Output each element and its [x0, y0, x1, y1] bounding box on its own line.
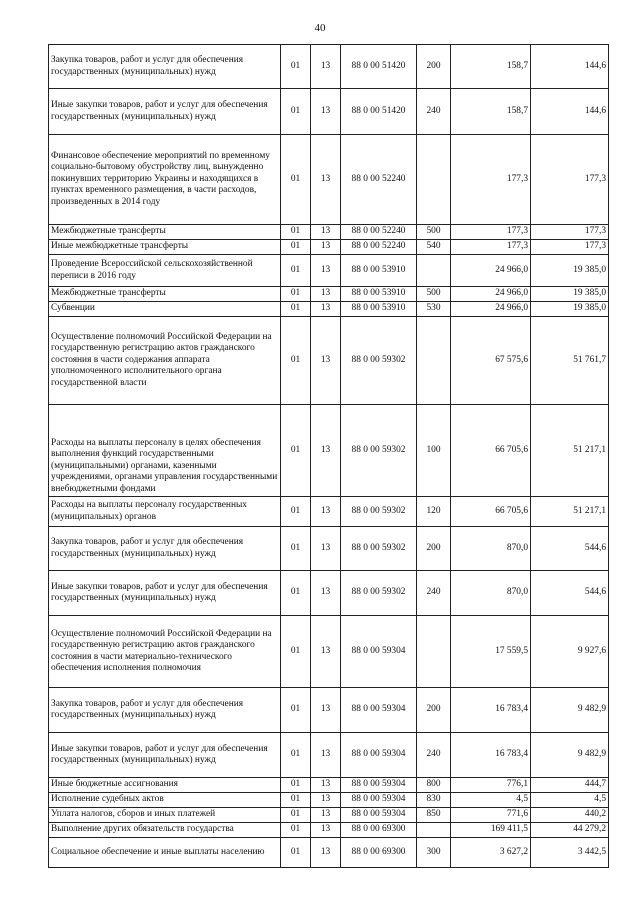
row-subsection: 13 — [311, 135, 341, 225]
row-expense-type — [417, 317, 451, 405]
row-name: Иные бюджетные ассигнования — [49, 778, 281, 793]
row-name: Исполнение судебных актов — [49, 793, 281, 808]
row-amount-1: 870,0 — [451, 527, 531, 571]
row-amount-2: 144,6 — [531, 89, 609, 135]
row-target-article: 88 0 00 59302 — [341, 571, 417, 616]
row-amount-1: 67 575,6 — [451, 317, 531, 405]
row-section: 01 — [281, 135, 311, 225]
budget-table — [48, 44, 609, 868]
row-section: 01 — [281, 808, 311, 823]
table-row — [49, 287, 609, 302]
table-row — [49, 302, 609, 317]
row-target-article: 88 0 00 59304 — [341, 778, 417, 793]
table-row — [49, 778, 609, 793]
row-subsection: 13 — [311, 571, 341, 616]
row-section: 01 — [281, 778, 311, 793]
row-subsection: 13 — [311, 240, 341, 255]
row-amount-2: 3 442,5 — [531, 838, 609, 868]
row-section: 01 — [281, 616, 311, 688]
row-expense-type: 830 — [417, 793, 451, 808]
row-expense-type: 500 — [417, 287, 451, 302]
row-section: 01 — [281, 225, 311, 240]
row-section: 01 — [281, 571, 311, 616]
table-row — [49, 255, 609, 287]
row-amount-2: 51 217,1 — [531, 497, 609, 527]
row-expense-type: 200 — [417, 688, 451, 733]
table-row — [49, 527, 609, 571]
row-target-article: 88 0 00 51420 — [341, 45, 417, 89]
row-section: 01 — [281, 527, 311, 571]
row-section: 01 — [281, 240, 311, 255]
row-amount-2: 177,3 — [531, 225, 609, 240]
row-subsection: 13 — [311, 808, 341, 823]
row-amount-2: 544,6 — [531, 571, 609, 616]
table-row — [49, 497, 609, 527]
row-expense-type: 120 — [417, 497, 451, 527]
row-amount-2: 444,7 — [531, 778, 609, 793]
row-target-article: 88 0 00 52240 — [341, 240, 417, 255]
row-section: 01 — [281, 302, 311, 317]
table-row — [49, 823, 609, 838]
row-amount-1: 771,6 — [451, 808, 531, 823]
row-expense-type: 850 — [417, 808, 451, 823]
row-name: Межбюджетные трансферты — [49, 287, 281, 302]
row-target-article: 88 0 00 59302 — [341, 527, 417, 571]
row-amount-1: 24 966,0 — [451, 302, 531, 317]
row-subsection: 13 — [311, 527, 341, 571]
table-row — [49, 616, 609, 688]
row-name: Выполнение других обязательств государства — [49, 823, 281, 838]
row-section: 01 — [281, 688, 311, 733]
row-amount-1: 169 411,5 — [451, 823, 531, 838]
row-subsection: 13 — [311, 317, 341, 405]
row-amount-2: 19 385,0 — [531, 255, 609, 287]
row-name: Расходы на выплаты персоналу в целях обеспечения выполнения функций государственными (муниципальными) органами, казенными учреждениями, органами управления государственными внебюджетными фондами — [49, 405, 281, 497]
row-subsection: 13 — [311, 823, 341, 838]
row-amount-2: 19 385,0 — [531, 302, 609, 317]
row-subsection: 13 — [311, 778, 341, 793]
row-amount-1: 16 783,4 — [451, 688, 531, 733]
table-row — [49, 793, 609, 808]
table-row — [49, 135, 609, 225]
row-expense-type: 240 — [417, 571, 451, 616]
row-name: Социальное обеспечение и иные выплаты населению — [49, 838, 281, 868]
row-subsection: 13 — [311, 733, 341, 778]
row-amount-2: 544,6 — [531, 527, 609, 571]
row-amount-1: 158,7 — [451, 45, 531, 89]
row-expense-type — [417, 823, 451, 838]
row-amount-1: 24 966,0 — [451, 287, 531, 302]
row-target-article: 88 0 00 51420 — [341, 89, 417, 135]
row-target-article: 88 0 00 53910 — [341, 287, 417, 302]
row-name: Проведение Всероссийской сельскохозяйственной переписи в 2016 году — [49, 255, 281, 287]
table-row — [49, 808, 609, 823]
table-row — [49, 317, 609, 405]
table-row — [49, 89, 609, 135]
row-target-article: 88 0 00 69300 — [341, 823, 417, 838]
row-amount-1: 177,3 — [451, 225, 531, 240]
row-name: Межбюджетные трансферты — [49, 225, 281, 240]
row-name: Иные закупки товаров, работ и услуг для обеспечения государственных (муниципальных) нужд — [49, 89, 281, 135]
row-target-article: 88 0 00 59304 — [341, 793, 417, 808]
row-amount-2: 9 482,9 — [531, 733, 609, 778]
table-row — [49, 838, 609, 868]
table-row — [49, 240, 609, 255]
row-amount-2: 4,5 — [531, 793, 609, 808]
row-target-article: 88 0 00 52240 — [341, 225, 417, 240]
row-amount-1: 17 559,5 — [451, 616, 531, 688]
row-name: Осуществление полномочий Российской Федерации на государственную регистрацию актов гражданского состояния в части материально-технического обеспечения исполнения полномочия — [49, 616, 281, 688]
row-name: Иные закупки товаров, работ и услуг для обеспечения государственных (муниципальных) нужд — [49, 571, 281, 616]
row-expense-type: 200 — [417, 45, 451, 89]
row-section: 01 — [281, 45, 311, 89]
row-amount-2: 177,3 — [531, 135, 609, 225]
row-name: Иные закупки товаров, работ и услуг для обеспечения государственных (муниципальных) нужд — [49, 733, 281, 778]
row-amount-1: 66 705,6 — [451, 497, 531, 527]
row-expense-type: 530 — [417, 302, 451, 317]
row-amount-2: 51 217,1 — [531, 405, 609, 497]
row-section: 01 — [281, 838, 311, 868]
row-target-article: 88 0 00 53910 — [341, 255, 417, 287]
row-expense-type: 100 — [417, 405, 451, 497]
row-amount-2: 51 761,7 — [531, 317, 609, 405]
row-expense-type: 240 — [417, 89, 451, 135]
row-section: 01 — [281, 405, 311, 497]
row-amount-2: 9 482,9 — [531, 688, 609, 733]
row-target-article: 88 0 00 59302 — [341, 317, 417, 405]
row-target-article: 88 0 00 52240 — [341, 135, 417, 225]
row-expense-type — [417, 255, 451, 287]
row-subsection: 13 — [311, 405, 341, 497]
row-name: Осуществление полномочий Российской Федерации на государственную регистрацию актов гражданского состояния в части содержания аппарата уполномоченного исполнительного органа государственной власти — [49, 317, 281, 405]
row-expense-type: 500 — [417, 225, 451, 240]
row-name: Расходы на выплаты персоналу государственных (муниципальных) органов — [49, 497, 281, 527]
row-name: Закупка товаров, работ и услуг для обеспечения государственных (муниципальных) нужд — [49, 688, 281, 733]
row-section: 01 — [281, 287, 311, 302]
row-name: Иные межбюджетные трансферты — [49, 240, 281, 255]
row-amount-1: 16 783,4 — [451, 733, 531, 778]
row-expense-type: 800 — [417, 778, 451, 793]
row-amount-1: 24 966,0 — [451, 255, 531, 287]
row-section: 01 — [281, 497, 311, 527]
row-amount-2: 9 927,6 — [531, 616, 609, 688]
table-row — [49, 45, 609, 89]
table-row — [49, 733, 609, 778]
row-subsection: 13 — [311, 89, 341, 135]
row-name: Закупка товаров, работ и услуг для обеспечения государственных (муниципальных) нужд — [49, 45, 281, 89]
row-target-article: 88 0 00 53910 — [341, 302, 417, 317]
row-amount-2: 177,3 — [531, 240, 609, 255]
row-expense-type — [417, 135, 451, 225]
row-expense-type: 240 — [417, 733, 451, 778]
row-amount-2: 19 385,0 — [531, 287, 609, 302]
row-target-article: 88 0 00 69300 — [341, 838, 417, 868]
row-subsection: 13 — [311, 302, 341, 317]
row-subsection: 13 — [311, 793, 341, 808]
row-expense-type: 300 — [417, 838, 451, 868]
row-name: Уплата налогов, сборов и иных платежей — [49, 808, 281, 823]
row-amount-1: 776,1 — [451, 778, 531, 793]
row-name: Субвенции — [49, 302, 281, 317]
row-subsection: 13 — [311, 497, 341, 527]
table-row — [49, 688, 609, 733]
row-target-article: 88 0 00 59304 — [341, 616, 417, 688]
row-section: 01 — [281, 89, 311, 135]
row-amount-1: 3 627,2 — [451, 838, 531, 868]
row-amount-1: 4,5 — [451, 793, 531, 808]
table-row — [49, 225, 609, 240]
row-subsection: 13 — [311, 255, 341, 287]
row-amount-1: 870,0 — [451, 571, 531, 616]
table-row — [49, 571, 609, 616]
row-target-article: 88 0 00 59304 — [341, 808, 417, 823]
row-target-article: 88 0 00 59304 — [341, 688, 417, 733]
row-target-article: 88 0 00 59302 — [341, 405, 417, 497]
row-subsection: 13 — [311, 688, 341, 733]
row-section: 01 — [281, 255, 311, 287]
row-amount-2: 144,6 — [531, 45, 609, 89]
row-subsection: 13 — [311, 287, 341, 302]
row-subsection: 13 — [311, 616, 341, 688]
table-row — [49, 405, 609, 497]
row-amount-1: 66 705,6 — [451, 405, 531, 497]
row-expense-type: 540 — [417, 240, 451, 255]
row-section: 01 — [281, 823, 311, 838]
row-section: 01 — [281, 793, 311, 808]
row-name: Закупка товаров, работ и услуг для обеспечения государственных (муниципальных) нужд — [49, 527, 281, 571]
row-section: 01 — [281, 317, 311, 405]
row-name: Финансовое обеспечение мероприятий по временному социально-бытовому обустройству лиц, вынужденно покинувших территорию Украины и находящихся в пунктах временного размещения, в части расходов, произведенных в 2014 году — [49, 135, 281, 225]
row-amount-1: 158,7 — [451, 89, 531, 135]
row-target-article: 88 0 00 59302 — [341, 497, 417, 527]
row-target-article: 88 0 00 59304 — [341, 733, 417, 778]
row-expense-type — [417, 616, 451, 688]
row-expense-type: 200 — [417, 527, 451, 571]
row-amount-1: 177,3 — [451, 240, 531, 255]
row-section: 01 — [281, 733, 311, 778]
row-amount-2: 440,2 — [531, 808, 609, 823]
row-subsection: 13 — [311, 838, 341, 868]
row-subsection: 13 — [311, 45, 341, 89]
page-number: 40 — [314, 22, 326, 34]
row-amount-2: 44 279,2 — [531, 823, 609, 838]
row-amount-1: 177,3 — [451, 135, 531, 225]
row-subsection: 13 — [311, 225, 341, 240]
